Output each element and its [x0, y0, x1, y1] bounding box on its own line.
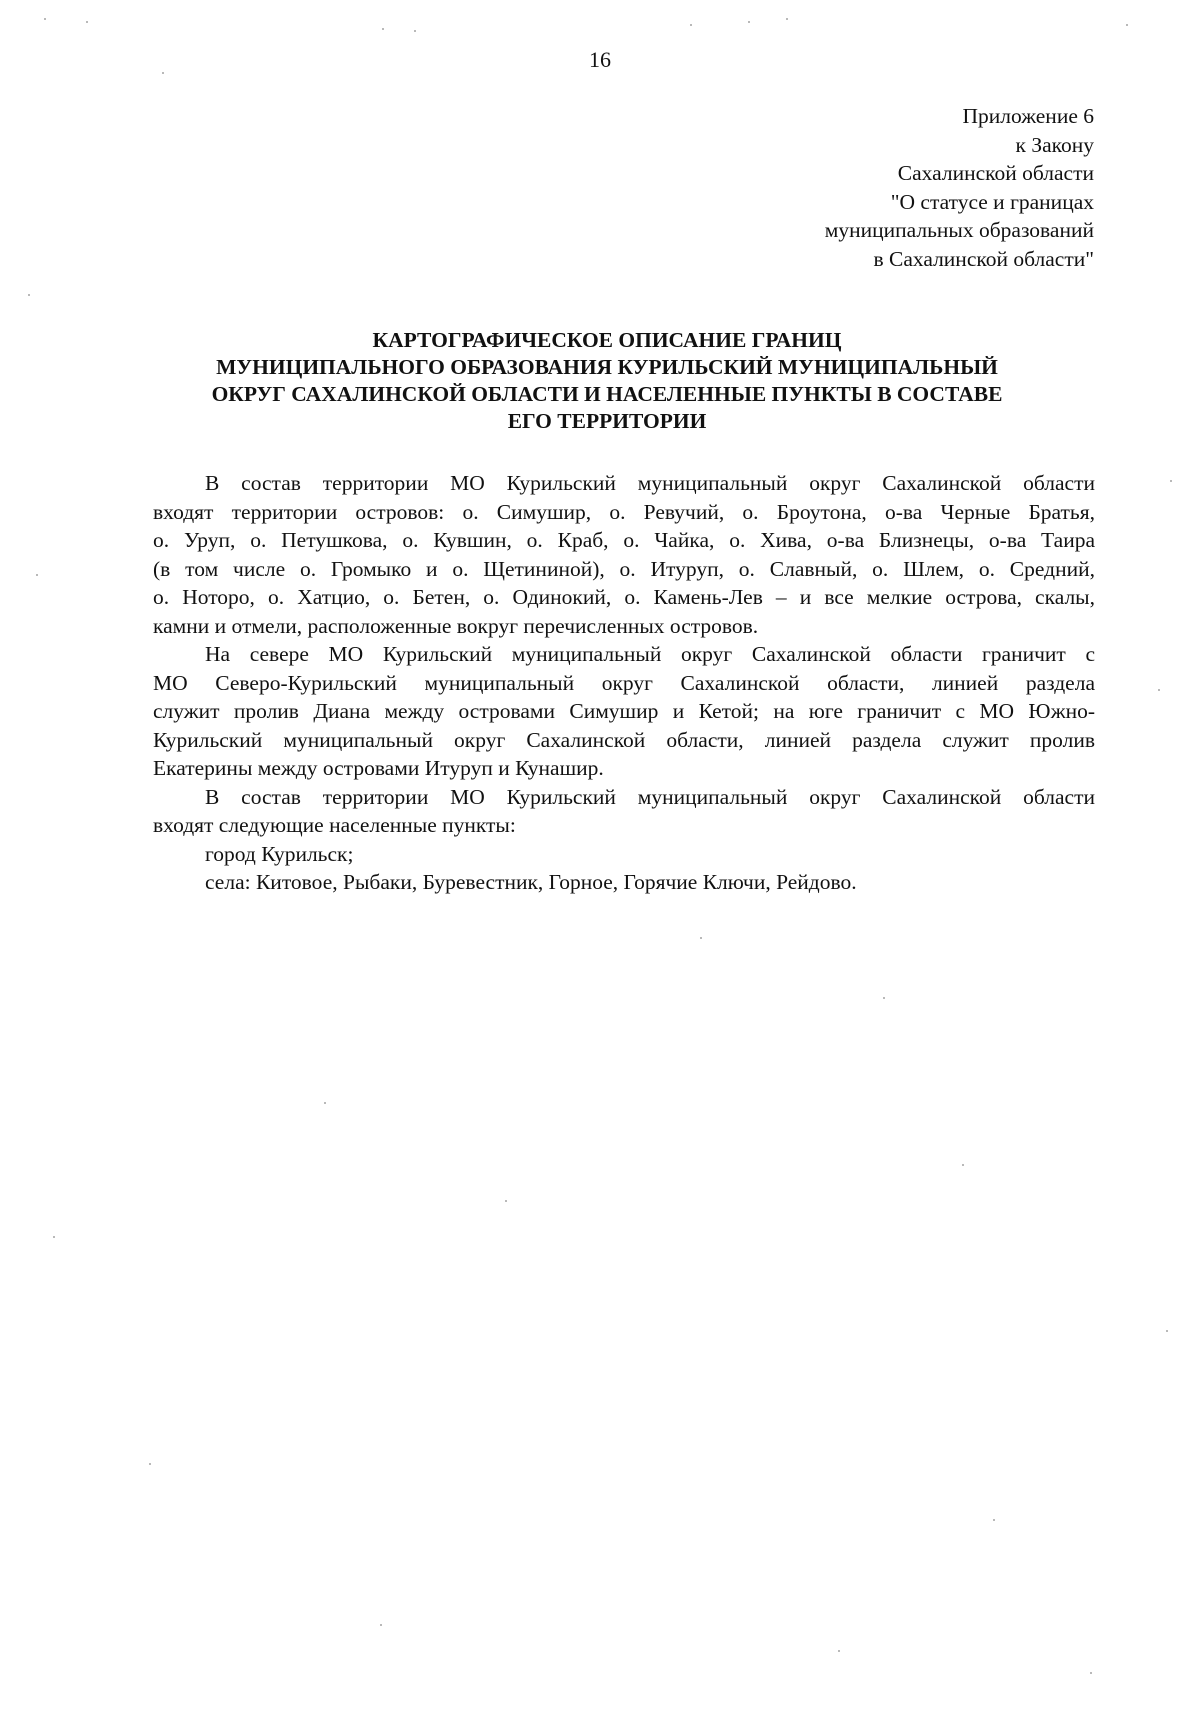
paragraph-territory: [153, 469, 1095, 640]
paragraph-line: камни и отмели, расположенные вокруг перечисленных островов.: [153, 613, 759, 638]
paragraph-line: входят следующие населенные пункты:: [153, 813, 516, 837]
settlement-villages: села: Китовое, Рыбаки, Буревестник, Горное, Горячие Ключи, Рейдово.: [205, 870, 857, 894]
document-body: [153, 469, 1095, 897]
title-line: КАРТОГРАФИЧЕСКОЕ ОПИСАНИЕ ГРАНИЦ: [372, 328, 842, 352]
paragraph-line: входят территории островов: о. Симушир, о. Ревучий, о. Броутона, о-ва Черные Братья,: [153, 499, 1095, 524]
title-line: ЕГО ТЕРРИТОРИИ: [507, 409, 707, 433]
appendix-note: [694, 102, 1094, 273]
paragraph-settlements: [153, 783, 1095, 840]
appendix-note-line: Приложение 6: [962, 104, 1094, 128]
paragraph-line: Курильский муниципальный округ Сахалинской области, линией раздела служит пролив: [153, 727, 1095, 752]
settlement-city: город Курильск;: [205, 841, 354, 866]
title-line: ОКРУГ САХАЛИНСКОЙ ОБЛАСТИ И НАСЕЛЕННЫЕ ПУНКТЫ В СОСТАВЕ: [211, 382, 1003, 406]
appendix-note-line: "О статусе и границах: [890, 189, 1094, 214]
paragraph-line: В состав территории МО Курильский муниципальный округ Сахалинской области: [205, 784, 1095, 809]
paragraph-line: В состав территории МО Курильский муниципальный округ Сахалинской области: [205, 471, 1095, 495]
document-title: [120, 327, 1094, 435]
appendix-note-line: муниципальных образований: [824, 218, 1094, 242]
paragraph-line: о. Ноторо, о. Хатцио, о. Бетен, о. Одинокий, о. Камень-Лев – и все мелкие острова, скалы,: [153, 585, 1095, 609]
paragraph-borders: [153, 640, 1095, 783]
title-line: МУНИЦИПАЛЬНОГО ОБРАЗОВАНИЯ КУРИЛЬСКИЙ МУНИЦИПАЛЬНЫЙ: [216, 355, 998, 379]
paragraph-line: Екатерины между островами Итуруп и Кунашир.: [153, 756, 604, 780]
appendix-note-line: Сахалинской области: [897, 161, 1094, 185]
paragraph-line: (в том числе о. Громыко и о. Щетининой), о. Итуруп, о. Славный, о. Шлем, о. Средний,: [153, 556, 1095, 581]
appendix-note-line: в Сахалинской области": [873, 246, 1094, 271]
paragraph-line: о. Уруп, о. Петушкова, о. Кувшин, о. Краб, о. Чайка, о. Хива, о-ва Близнецы, о-ва Таира: [153, 528, 1095, 552]
page-number: 16: [589, 47, 611, 72]
paragraph-line: На севере МО Курильский муниципальный округ Сахалинской области граничит с: [205, 642, 1095, 666]
paragraph-line: МО Северо-Курильский муниципальный округ Сахалинской области, линией раздела: [153, 670, 1095, 695]
paragraph-line: служит пролив Диана между островами Симушир и Кетой; на юге граничит с МО Южно-: [153, 699, 1095, 723]
appendix-note-line: к Закону: [1015, 132, 1094, 157]
